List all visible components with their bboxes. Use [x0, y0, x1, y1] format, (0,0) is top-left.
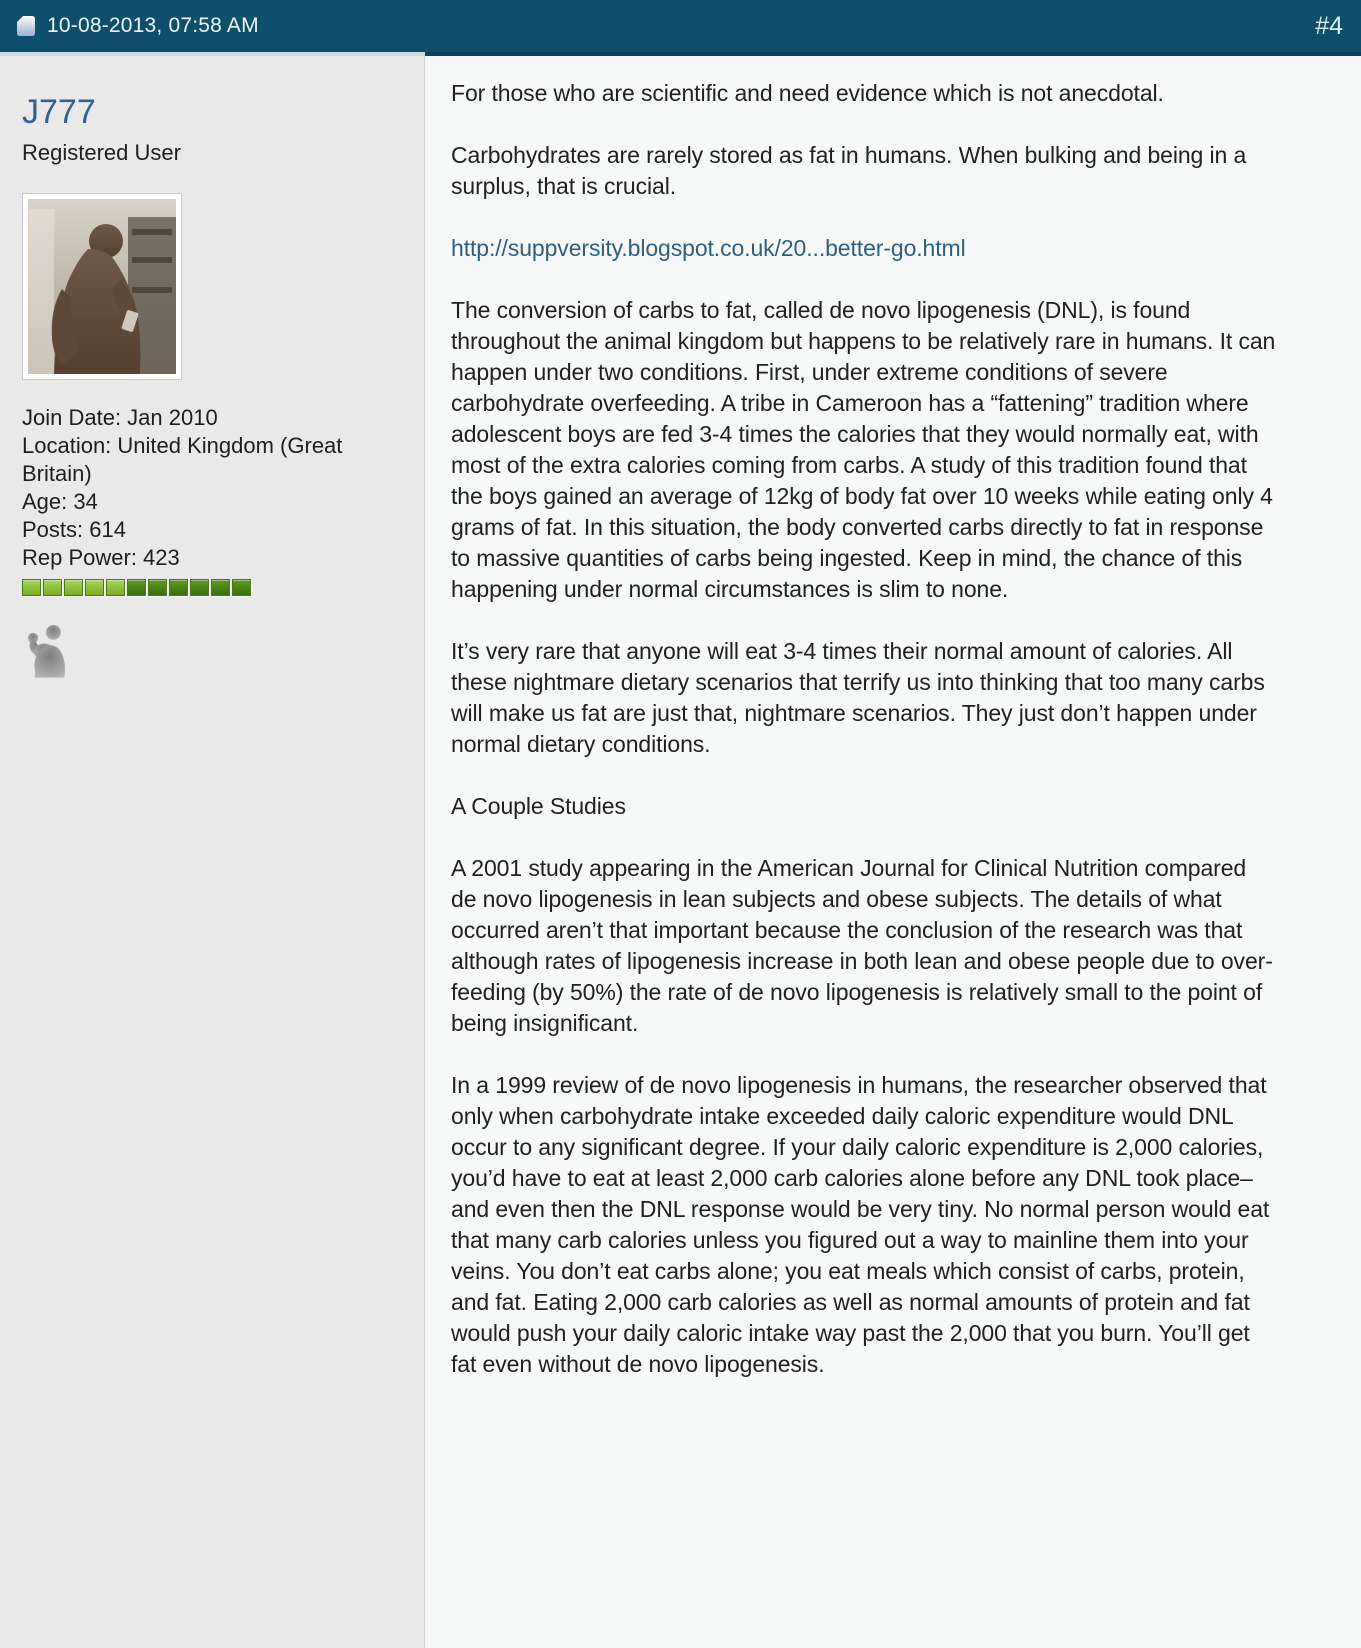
user-sidebar — [0, 52, 425, 1648]
flexing-bodybuilder-icon — [22, 620, 70, 678]
rep-block — [169, 579, 188, 596]
rep-block — [127, 579, 146, 596]
post-body — [425, 52, 1361, 1648]
rep-block — [22, 579, 41, 596]
rep-block — [211, 579, 230, 596]
post-date: 10-08-2013, 07:58 AM — [47, 14, 259, 37]
post-paragraph: Carbohydrates are rarely stored as fat in humans. When bulking and being in a surplus, that is crucial. — [451, 142, 1247, 199]
post-header-bar — [0, 0, 1361, 52]
user-stat-line: Age: 34 — [22, 489, 98, 515]
post-paragraph: The conversion of carbs to fat, called de novo lipogenesis (DNL), is found throughout the animal kingdom but happens to be relatively rare in humans. It can happen under two conditions. First, under extreme conditions of severe carbohydrate overfeeding. A tribe in Cameroon has a “fattening” tradition where adolescent boys are fed 3-4 times the calories that they would normally eat, with most of the extra calories coming from carbs. A study of this tradition found that the boys gained an average of 12kg of body fat over 10 weeks while eating only 4 grams of fat. In this situation, the body converted carbs directly to fat in response to massive quantities of carbs being ingested. Keep in mind, the chance of this happening under normal circumstances is slim to none. — [451, 297, 1276, 602]
post-document-icon — [16, 15, 36, 37]
rep-block — [85, 579, 104, 596]
rep-block — [190, 579, 209, 596]
user-stat-line: Rep Power: 423 — [22, 545, 180, 571]
post-paragraph: In a 1999 review of de novo lipogenesis in humans, the researcher observed that only when carbohydrate intake exceeded daily caloric expenditure would DNL occur to any significant degree. If your daily caloric expenditure is 2,000 calories, you’d have to eat at least 2,000 carb calories alone before any DNL took place–and even then the DNL response would be very tiny. No normal person would eat that many carb calories unless you figured out a way to mainline them into your veins. You don’t eat carbs alone; you eat meals which consist of carbs, protein, and fat. Eating 2,000 carb calories as well as normal amounts of protein and fat would push your daily caloric intake way past the 2,000 that you burn. You’ll get fat even without de novo lipogenesis. — [451, 1072, 1270, 1377]
user-stat-line: Posts: 614 — [22, 517, 126, 543]
post-paragraph: It’s very rare that anyone will eat 3-4 times their normal amount of calories. All these nightmare dietary scenarios that terrify us into thinking that too many carbs will make us fat are just that, nightmare scenarios. They just don’t happen under normal dietary conditions. — [451, 638, 1265, 757]
rep-power-bar — [22, 579, 400, 596]
post-paragraph: For those who are scientific and need evidence which is not anecdotal. — [451, 80, 1164, 106]
user-title: Registered User — [22, 140, 181, 166]
rep-block — [64, 579, 83, 596]
post-paragraph: A 2001 study appearing in the American Journal for Clinical Nutrition compared de novo lipogenesis in lean subjects and obese subjects. The details of what occurred aren’t that important because the conclusion of the research was that although rates of lipogenesis increase in both lean and obese people due to over-feeding (by 50%) the rate of de novo lipogenesis is relatively small to the point of being insignificant. — [451, 855, 1273, 1036]
post-link[interactable]: http://suppversity.blogspot.co.uk/20...better-go.html — [451, 235, 966, 261]
user-stats — [22, 404, 367, 572]
user-stat-line: Join Date: Jan 2010 — [22, 405, 218, 431]
rep-block — [148, 579, 167, 596]
post-number-link[interactable]: #4 — [1315, 11, 1343, 40]
post-paragraph: A Couple Studies — [451, 793, 626, 819]
user-avatar[interactable] — [22, 193, 182, 380]
rep-block — [232, 579, 251, 596]
username-link[interactable]: J777 — [22, 93, 96, 131]
rep-block — [106, 579, 125, 596]
user-stat-line: Location: United Kingdom (Great Britain) — [22, 433, 343, 487]
rep-block — [43, 579, 62, 596]
post-main-area — [0, 52, 1361, 1648]
